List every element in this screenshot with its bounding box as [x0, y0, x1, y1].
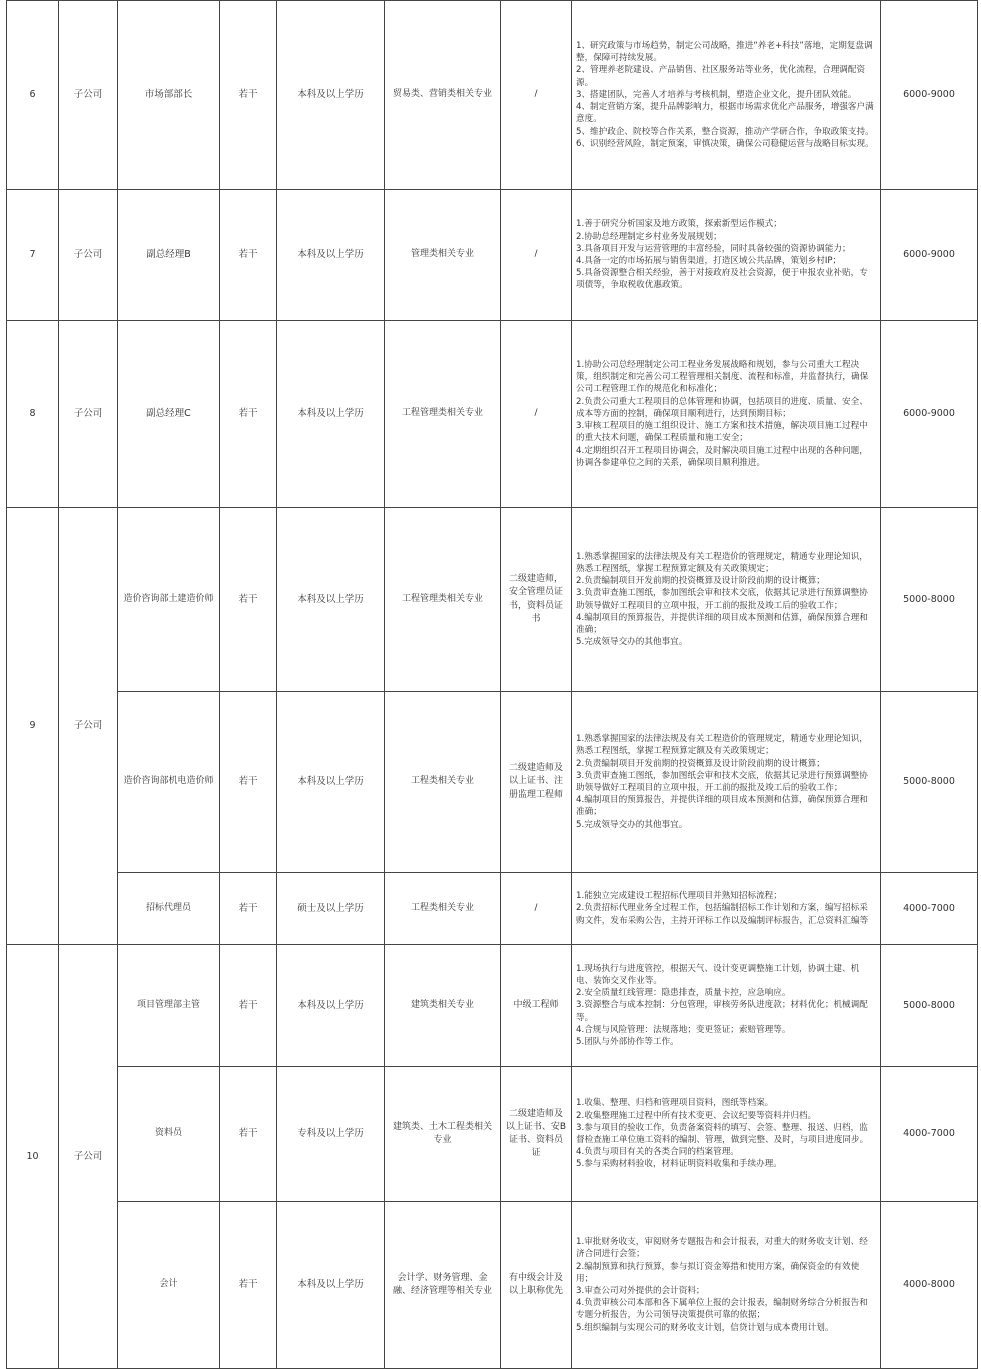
position-cell: 造价咨询部土建造价师	[118, 508, 220, 692]
position-cell: 招标代理员	[118, 873, 220, 945]
duties-cell: 1.善于研究分析国家及地方政策，探索新型运作模式； 2.协助总经理制定乡村业务发展规划； 3.具备项目开发与运营管理的丰富经验，同时具备较强的资源协调能力； 4.具备一定的市场拓展与销售渠道，打造区域公共品牌，策划乡村IP； 5.具备资源整合相关经验，善于对接政府及社会资源，便于申报农业补贴，专项债等，争取税收优惠政策。	[572, 190, 881, 321]
duties-cell: 1.现场执行与进度管控，根据天气、设计变更调整施工计划，协调土建、机电、装饰交叉作业等。 2.安全质量红线管理：隐患排查，质量卡控，应急响应。 3.资源整合与成本控制：分包管理，审核劳务队进度款；材料优化；机械调配等。 4.合规与风险管理：法规落地；变更签证；索赔管理等。 5.团队与外部协作等工作。	[572, 945, 881, 1067]
table-row	[7, 945, 978, 1067]
table-row	[7, 321, 978, 508]
salary-cell: 6000-9000	[881, 190, 978, 321]
education-cell: 本科及以上学历	[277, 190, 385, 321]
position-cell: 资料员	[118, 1067, 220, 1202]
duties-cell: 1.收集、整理、归档和管理项目资料，图纸等档案。 2.收集整理施工过程中所有技术变更、会议纪要等资料并归档。 3.参与项目的验收工作，负责备案资料的填写、会签、整理、报送、归档，监督检查施工单位施工资料的编制、管理，做到完整、及时，与项目进度同步。 4.负责与项目有关的各类合同的档案管理。 5.参与采购材料验收，材料证明资料收集和手续办理。	[572, 1067, 881, 1202]
seq-no-cell: 9	[7, 508, 59, 945]
cert-cell: /	[501, 1, 572, 190]
major-cell: 工程类相关专业	[385, 692, 501, 873]
cert-cell: 有中级会计及以上职称优先	[501, 1202, 572, 1369]
table-row	[7, 1067, 978, 1202]
count-cell: 若干	[220, 190, 277, 321]
education-cell: 专科及以上学历	[277, 1067, 385, 1202]
duties-cell: 1、研究政策与市场趋势，制定公司战略，推进“养老+科技”落地，定期复盘调整，保障可持续发展。 2、管理养老院建设、产品销售、社区服务站等业务，优化流程，合理调配资源。 3、搭建团队，完善人才培养与考核机制，塑造企业文化，提升团队效能。 4、制定营销方案，提升品牌影响力，根据市场需求优化产品服务，增强客户满意度。 5、维护政企、院校等合作关系，整合资源，推动产学研合作，争取政策支持。 6、识别经营风险，制定预案，审慎决策，确保公司稳健运营与战略目标实现。	[572, 1, 881, 190]
table-row	[7, 508, 978, 692]
major-cell: 会计学、财务管理、金融、经济管理等相关专业	[385, 1202, 501, 1369]
unit-cell: 子公司	[59, 321, 118, 508]
salary-cell: 4000-8000	[881, 1202, 978, 1369]
unit-cell: 子公司	[59, 945, 118, 1369]
cert-cell: 中级工程师	[501, 945, 572, 1067]
salary-cell: 4000-7000	[881, 873, 978, 945]
major-cell: 工程类相关专业	[385, 873, 501, 945]
major-cell: 工程管理类相关专业	[385, 508, 501, 692]
count-cell: 若干	[220, 692, 277, 873]
education-cell: 硕士及以上学历	[277, 873, 385, 945]
unit-cell: 子公司	[59, 190, 118, 321]
education-cell: 本科及以上学历	[277, 945, 385, 1067]
table-row	[7, 873, 978, 945]
major-cell: 建筑类相关专业	[385, 945, 501, 1067]
salary-cell: 4000-7000	[881, 1067, 978, 1202]
salary-cell: 6000-9000	[881, 1, 978, 190]
cert-cell: 二级建造师及以上证书、安B证书、资料员证	[501, 1067, 572, 1202]
table-row	[7, 1202, 978, 1369]
education-cell: 本科及以上学历	[277, 1202, 385, 1369]
salary-cell: 5000-8000	[881, 508, 978, 692]
count-cell: 若干	[220, 1067, 277, 1202]
table-row	[7, 1, 978, 190]
unit-cell: 子公司	[59, 1, 118, 190]
position-cell: 副总经理B	[118, 190, 220, 321]
position-cell: 副总经理C	[118, 321, 220, 508]
seq-no-cell: 6	[7, 1, 59, 190]
count-cell: 若干	[220, 945, 277, 1067]
position-cell: 项目管理部主管	[118, 945, 220, 1067]
major-cell: 工程管理类相关专业	[385, 321, 501, 508]
table-row	[7, 190, 978, 321]
education-cell: 本科及以上学历	[277, 692, 385, 873]
cert-cell: /	[501, 190, 572, 321]
major-cell: 贸易类、营销类相关专业	[385, 1, 501, 190]
seq-no-cell: 8	[7, 321, 59, 508]
count-cell: 若干	[220, 321, 277, 508]
duties-cell: 1.熟悉掌握国家的法律法规及有关工程造价的管理规定，精通专业理论知识，熟悉工程图纸，掌握工程预算定额及有关政策规定； 2.负责编制项目开发前期的投资概算及设计阶段前期的设计概算； 3.负责审查施工图纸，参加图纸会审和技术交底，依据其记录进行预算调整协助领导做好工程项目的立项申报，开工前的报批及竣工后的验收工作； 4.编制项目的预算报告，并提供详细的项目成本预测和估算，确保预算合理和准确； 5.完成领导交办的其他事宜。	[572, 508, 881, 692]
duties-cell: 1.能独立完成建设工程招标代理项目并熟知招标流程； 2.负责招标代理业务全过程工作，包括编制招标工作计划和方案，编写招标采购文件，发布采购公告，主持开评标工作以及编制评标报告，汇总资料汇编等	[572, 873, 881, 945]
major-cell: 管理类相关专业	[385, 190, 501, 321]
salary-cell: 5000-8000	[881, 945, 978, 1067]
count-cell: 若干	[220, 508, 277, 692]
table-row	[7, 692, 978, 873]
education-cell: 本科及以上学历	[277, 508, 385, 692]
count-cell: 若干	[220, 1202, 277, 1369]
recruitment-table	[6, 0, 978, 1369]
cert-cell: /	[501, 873, 572, 945]
count-cell: 若干	[220, 873, 277, 945]
seq-no-cell: 7	[7, 190, 59, 321]
education-cell: 本科及以上学历	[277, 1, 385, 190]
duties-cell: 1.审批财务收支，审阅财务专题报告和会计报表，对重大的财务收支计划、经济合同进行会签； 2.编制预算和执行预算，参与拟订资金筹措和使用方案，确保资金的有效使用； 3.审查公司对外提供的会计资料； 4.负责审核公司本部和各下属单位上报的会计报表，编制财务综合分析报告和专题分析报告，为公司领导决策提供可靠的依据； 5.组织编制与实现公司的财务收支计划，信贷计划与成本费用计划。	[572, 1202, 881, 1369]
salary-cell: 6000-9000	[881, 321, 978, 508]
seq-no-cell: 10	[7, 945, 59, 1369]
cert-cell: 二级建造师及以上证书、注册监理工程师	[501, 692, 572, 873]
cert-cell: /	[501, 321, 572, 508]
cert-cell: 二级建造师，安全管理员证书，资料员证书	[501, 508, 572, 692]
position-cell: 市场部部长	[118, 1, 220, 190]
salary-cell: 5000-8000	[881, 692, 978, 873]
unit-cell: 子公司	[59, 508, 118, 945]
count-cell: 若干	[220, 1, 277, 190]
duties-cell: 1.熟悉掌握国家的法律法规及有关工程造价的管理规定，精通专业理论知识，熟悉工程图纸，掌握工程预算定额及有关政策规定； 2.负责编制项目开发前期的投资概算及设计阶段前期的设计概算； 3.负责审查施工图纸，参加图纸会审和技术交底，依据其记录进行预算调整协助领导做好工程项目的立项申报，开工前的报批及竣工后的验收工作； 4.编制项目的预算报告，并提供详细的项目成本预测和估算，确保预算合理和准确； 5.完成领导交办的其他事宜。	[572, 692, 881, 873]
education-cell: 本科及以上学历	[277, 321, 385, 508]
position-cell: 会计	[118, 1202, 220, 1369]
duties-cell: 1.协助公司总经理制定公司工程业务发展战略和规划，参与公司重大工程决策，组织制定和完善公司工程管理相关制度、流程和标准，并监督执行，确保公司工程管理工作的规范化和标准化； 2.负责公司重大工程项目的总体管理和协调，包括项目的进度、质量、安全、成本等方面的控制，确保项目顺利进行，达到预期目标； 3.审核工程项目的施工组织设计、施工方案和技术措施，解决项目施工过程中的重大技术问题，确保工程质量和施工安全； 4.定期组织召开工程项目协调会，及时解决项目施工过程中出现的各种问题，协调各参建单位之间的关系，确保项目顺利推进。	[572, 321, 881, 508]
major-cell: 建筑类、土木工程类相关专业	[385, 1067, 501, 1202]
position-cell: 造价咨询部机电造价师	[118, 692, 220, 873]
